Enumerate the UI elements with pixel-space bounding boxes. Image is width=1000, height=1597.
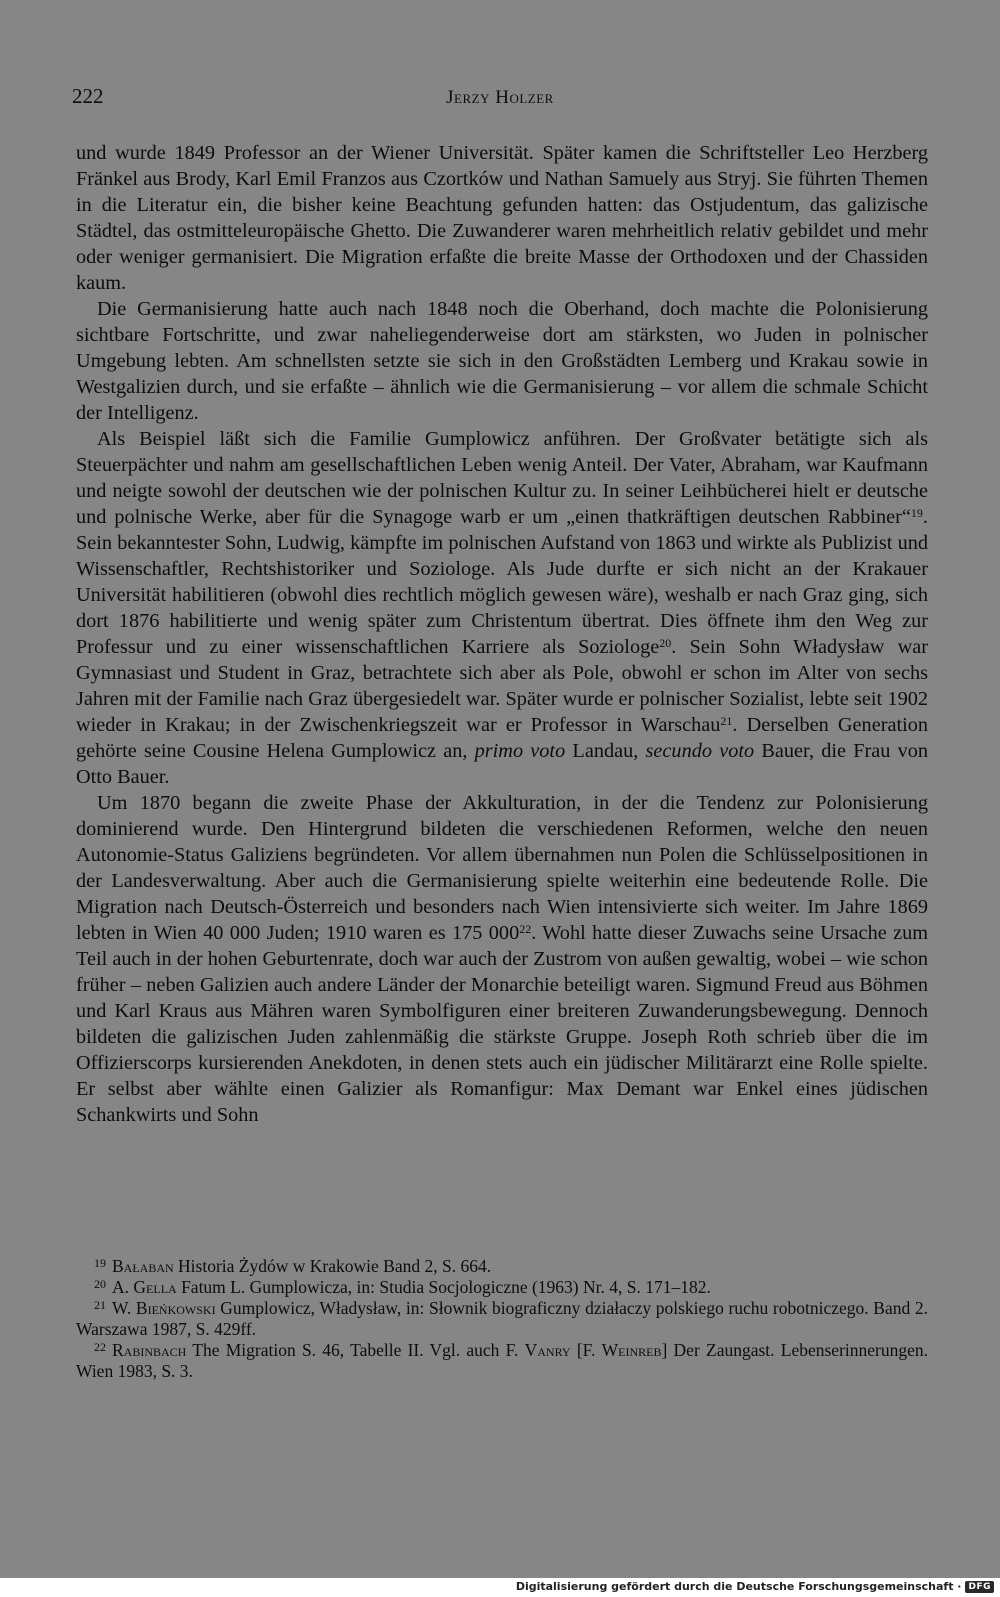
italic-text: primo voto [474,740,566,762]
footnote-number: 19 [94,1256,106,1270]
author-name: Weinreb [601,1340,662,1360]
digitization-footer [516,1580,994,1593]
footnote-number: 21 [94,1298,106,1312]
text-run: Die Germanisierung hatte auch nach 1848 noch die Oberhand, doch machte die Polonisierung sichtbare Fortschritte, und zwar naheliegenderweise dort am stärksten, wo Juden in polnischer Umgebung lebten. Am schnellsten setzte sie sich in den Großstädten Lemberg und Krakau sowie in Westgalizien durch, und sie erfaßte – ähnlich wie die Germanisierung – vor allem die schmale Schicht der Intelligenz. [76,298,928,424]
footnote [76,1277,928,1298]
text-run: A. [112,1277,134,1297]
footer-credit: Digitalisierung gefördert durch die Deutsche Forschungsgemeinschaft · [515,1580,962,1593]
paragraph [76,426,928,790]
footnote-number: 20 [94,1277,106,1291]
footnote-ref: 20 [659,636,672,650]
paragraph [76,790,928,1128]
text-run: Gumplowicz, Władysław, in: Słownik biograficzny działaczy polskiego ruchu robotniczego. Band 2. Warszawa 1987, S. 429ff. [76,1298,928,1339]
author-name: Rabinbach [112,1340,187,1360]
paragraph [76,140,928,296]
text-run: W. [112,1298,136,1318]
text-run: Bauer, die Frau von Otto Bauer. [76,740,929,788]
footnote-number: 22 [94,1340,106,1354]
text-run: Historia Żydów w Krakowie Band 2, S. 664. [173,1256,492,1276]
footnotes [76,1256,928,1382]
text-run: . Sein Sohn Władysław war Gymnasiast und Student in Graz, betrachtete sich aber als Pole, obwohl er schon im Alter von sechs Jahren mit der Familie nach Graz übergesiedelt war. Später wurde er polnischer Sozialist, lebte seit 1902 wieder in Krakau; in der Zwischenkriegszeit war er Professor in Warschau [76,636,928,736]
author-name: Gella [133,1277,177,1297]
author-name: Vanry [524,1340,571,1360]
text-run: . Sein bekanntester Sohn, Ludwig, kämpfte im polnischen Aufstand von 1863 und wirkte als Publizist und Wissenschaftler, Rechtshistoriker und Soziologe. Als Jude durfte er sich nicht an der Krakauer Universität habilitieren (obwohl dies rechtlich möglich gewesen wäre), weshalb er nach Graz ging, sich dort 1876 habilitierte und wenig später zum Christentum übertrat. Dies öffnete ihm den Weg zur Professur und zu einer wissenschaftlichen Karriere als Soziologe [76,506,928,658]
author-name: Bieńkowski [135,1298,216,1318]
paragraph [76,296,928,426]
text-run: Um 1870 begann die zweite Phase der Akkulturation, in der die Tendenz zur Polonisierung dominierend wurde. Den Hintergrund bildeten die verschiedenen Reformen, welche den neuen Autonomie-Status Galiziens begründeten. Vor allem übernahmen nun Polen die Schlüsselpositionen in der Landesverwaltung. Aber auch die Germanisierung spielte weiterhin eine bedeutende Rolle. Die Migration nach Deutsch-Österreich und besonders nach Wien intensivierte sich weiter. Im Jahre 1869 lebten in Wien 40 000 Juden; 1910 waren es 175 000 [76,792,928,944]
footnote-ref: 21 [720,714,733,728]
footnote [76,1256,928,1277]
text-run: The Migration S. 46, Tabelle II. Vgl. auch F. [186,1340,525,1360]
body-text [76,140,928,1128]
footnote-ref: 22 [519,922,532,936]
text-run: . Derselben Generation gehörte seine Cousine Helena Gumplowicz an, [76,714,928,762]
text-run: und wurde 1849 Professor an der Wiener Universität. Später kamen die Schriftsteller Leo Herzberg Fränkel aus Brody, Karl Emil Franzos aus Czortków und Nathan Samuely aus Stryj. Sie führten Themen in die Literatur ein, die bisher keine Beachtung gefunden hatten: das Ostjudentum, das galizische Städtel, das ostmitteleuropäische Ghetto. Die Zuwanderer waren mehrheitlich relativ gebildet und mehr oder weniger germanisiert. Die Migration erfaßte die breite Masse der Orthodoxen und der Chassiden kaum. [76,142,928,294]
running-head: Jerzy Holzer [446,87,554,108]
text-run: Landau, [565,740,646,762]
page-number: 222 [72,84,104,108]
footnote [76,1340,928,1382]
text-run: Als Beispiel läßt sich die Familie Gumplowicz anführen. Der Großvater betätigte sich als Steuerpächter und nahm am gesellschaftlichen Leben wenig Anteil. Der Vater, Abraham, war Kaufmann und neigte sowohl der deutschen wie der polnischen Kultur zu. In seiner Leihbücherei hielt er deutsche und polnische Werke, aber für die Synagoge warb er um „einen thatkräftigen deutschen Rabbiner“ [76,428,928,528]
footnote [76,1298,928,1340]
text-run: . Wohl hatte dieser Zuwachs seine Ursache zum Teil auch in der hohen Geburtenrate, doch war auch der Zustrom von außen gewaltig, wobei – wie schon früher – neben Galizien auch andere Länder der Monarchie beteiligt waren. Sigmund Freud aus Böhmen und Karl Kraus aus Mähren waren Symbolfiguren einer breiteren Zuwanderungsbewegung. Dennoch bildeten die galizischen Juden zahlenmäßig die stärkste Gruppe. Joseph Roth schrieb über die im Offizierscorps kursierenden Anekdoten, in denen stets auch ein jüdischer Militärarzt eine Rolle spielte. Er selbst aber wählte einen Galizier als Romanfigur: Max Demant war Enkel eines jüdischen Schankwirts und Sohn [76,922,928,1126]
dfg-logo-icon: DFG [965,1581,994,1593]
italic-text: secundo voto [645,740,755,762]
author-name: Bałaban [112,1256,174,1276]
text-run: Fatum L. Gumplowicza, in: Studia Socjologiczne (1963) Nr. 4, S. 171–182. [176,1277,711,1297]
text-run: ] Der Zaungast. Lebenserinnerungen. Wien 1983, S. 3. [76,1340,928,1381]
text-run: [F. [570,1340,602,1360]
footnote-ref: 19 [910,506,923,520]
